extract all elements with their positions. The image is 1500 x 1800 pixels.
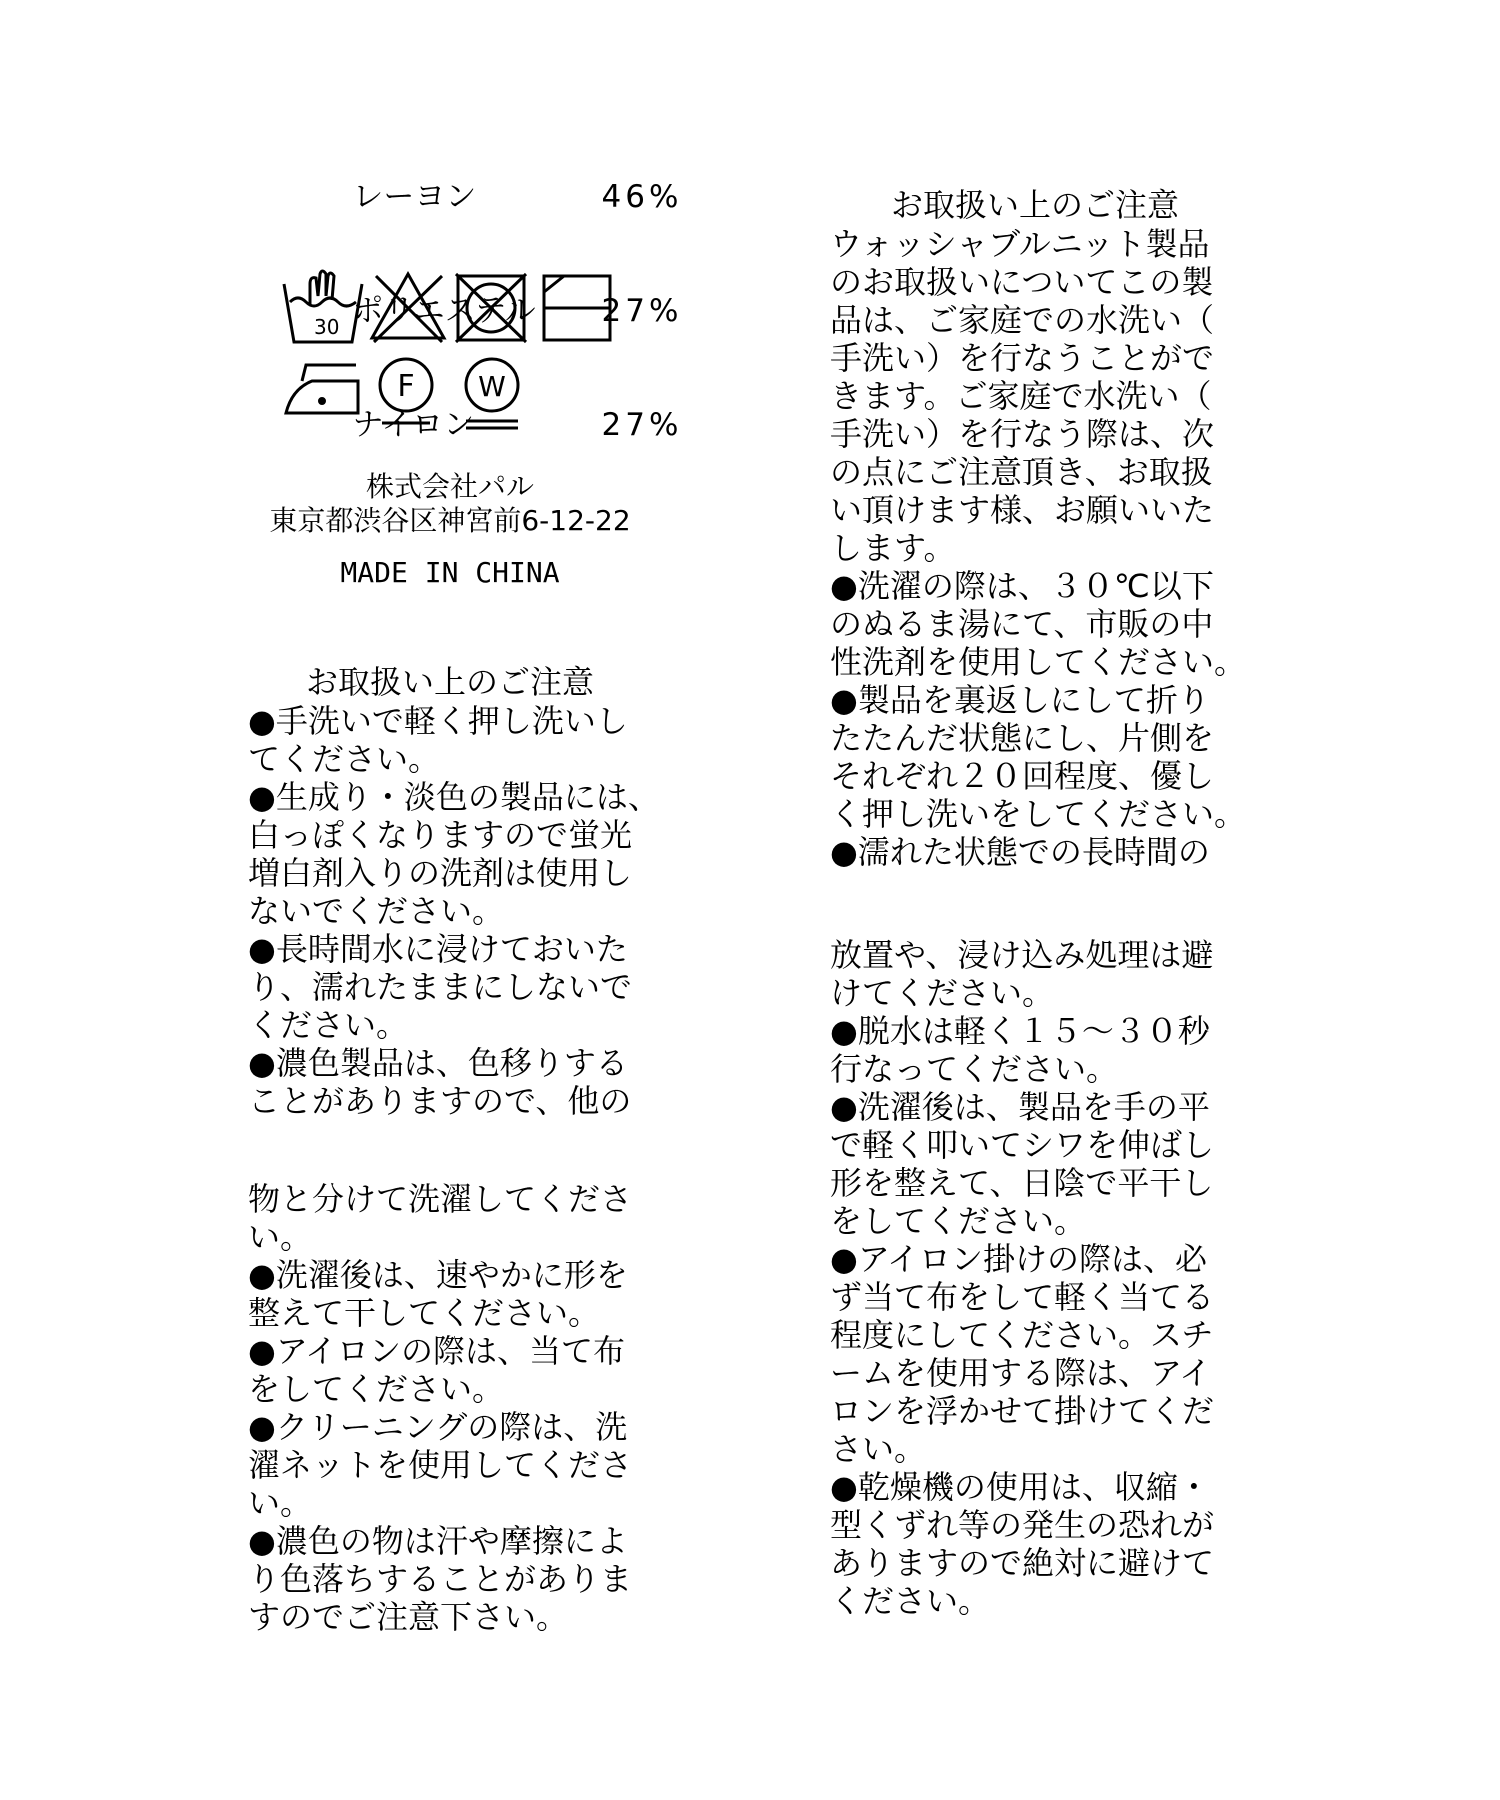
care-text-line: ●アイロンの際は、当て布 [248,1332,626,1370]
iron-low-icon [286,365,358,413]
care-text-line: の点にご注意頂き、お取扱 [830,453,1213,491]
care-text-line: ロンを浮かせて掛けてくだ [830,1392,1215,1430]
care-text-line: り色落ちすることがありま [248,1560,633,1598]
care-text-line: それぞれ２０回程度、優し [830,757,1215,795]
no-tumble-dry-icon [456,274,526,342]
care-text-line: ●濃色の物は汗や摩擦によ [248,1522,628,1560]
care-text-line: い頂けます様、お願いいた [830,491,1215,529]
care-text-line: たたんだ状態にし、片側を [830,719,1215,757]
svg-text:30: 30 [314,315,340,339]
care-text-line: ありますので絶対に避けて [830,1544,1215,1582]
care-text-line: ●洗濯後は、製品を手の平 [830,1088,1210,1126]
care-text-line: ウォッシャブルニット製品 [830,225,1210,263]
care-text-line: ●製品を裏返しにして折り [830,681,1210,719]
care-text-line: ください。 [248,1006,409,1044]
care-text-line: をしてください。 [830,1202,1087,1240]
dry-clean-f-icon [380,359,432,423]
country-of-origin: MADE IN CHINA [340,556,560,589]
care-text-line: ●生成り・淡色の製品には、 [248,778,660,816]
care-text-line: ームを使用する際は、アイ [830,1354,1212,1392]
material-name: ナイロン [352,407,475,443]
right-care-block-2 [830,936,1390,1620]
right-care-title: お取扱い上のご注意 [890,186,1179,224]
left-care-title: お取扱い上のご注意 [305,663,594,701]
care-symbols-row-1 [280,270,620,350]
wet-clean-w-icon [466,359,518,428]
care-text-line: 整えて干してください。 [248,1294,601,1332]
care-text-line: ●洗濯後は、速やかに形を [248,1256,628,1294]
material-percent: 46% [601,179,683,215]
care-text-line: ●濡れた状態での長時間の [830,833,1210,871]
left-care-block-2 [248,1180,808,1636]
left-care-block-1 [248,702,808,1120]
care-text-line: で軽く叩いてシワを伸ばし [830,1126,1215,1164]
right-care-block-1 [830,225,1390,871]
svg-text:F: F [397,369,415,404]
care-text-line: 白っぽくなりますので蛍光 [248,816,633,854]
care-text-line: 増白剤入りの洗剤は使用し [248,854,633,892]
care-text-line: 程度にしてください。スチ [830,1316,1214,1354]
material-name: レーヨン [352,179,477,215]
care-text-line: ください。 [830,1582,991,1620]
care-text-line: ●洗濯の際は、３０℃以下 [830,567,1214,605]
care-text-line: ず当て布をして軽く当てる [830,1278,1215,1316]
material-percent: 27% [601,293,683,329]
hand-wash-30-icon [284,271,362,342]
care-text-line: ●長時間水に浸けておいた [248,930,628,968]
care-text-line: い。 [248,1484,313,1522]
care-text-line: さい。 [830,1430,927,1468]
care-text-line: 性洗剤を使用してください。 [830,643,1247,681]
care-text-line: します。 [830,529,956,567]
care-text-line: ●脱水は軽く１５～３０秒 [830,1012,1210,1050]
care-text-line: 形を整えて、日陰で平干し [830,1164,1214,1202]
care-text-line: をしてください。 [248,1370,505,1408]
care-text-line: 品は、ご家庭での水洗い（ [830,301,1215,339]
no-bleach-icon [372,274,444,342]
care-text-line: ●濃色製品は、色移りする [248,1044,628,1082]
care-text-line: 放置や、浸け込み処理は避 [830,936,1214,974]
care-text-line: 手洗い）を行なう際は、次 [830,415,1215,453]
care-text-line: きます。ご家庭で水洗い（ [830,377,1212,415]
care-text-line: ないでください。 [248,892,505,930]
care-text-line: ●アイロン掛けの際は、必 [830,1240,1208,1278]
care-text-line: すのでご注意下さい。 [248,1598,569,1636]
care-text-line: ●手洗いで軽く押し洗いし [248,702,628,740]
care-symbols-row-2 [282,355,542,435]
care-text-line: ことがありますので、他の [248,1082,632,1120]
care-text-line: のぬるま湯にて、市販の中 [830,605,1214,643]
line-dry-shade-icon [544,276,610,340]
care-text-line: けてください。 [830,974,1055,1012]
care-text-line: 濯ネットを使用してくださ [248,1446,633,1484]
company-name: 株式会社パル [365,470,534,503]
care-text-line: 型くずれ等の発生の恐れが [830,1506,1215,1544]
care-text-line: 行なってください。 [830,1050,1119,1088]
company-address: 東京都渋谷区神宮前6-12-22 [269,504,631,537]
care-text-line: 物と分けて洗濯してくださ [248,1180,633,1218]
care-text-line: のお取扱いについてこの製 [830,263,1214,301]
care-text-line: い。 [248,1218,313,1256]
svg-text:W: W [478,370,506,403]
care-text-line: り、濡れたままにしないで [248,968,633,1006]
care-text-line: ●乾燥機の使用は、収縮・ [830,1468,1210,1506]
care-text-line: ●クリーニングの際は、洗 [248,1408,628,1446]
care-text-line: 手洗い）を行なうことがで [830,339,1215,377]
care-text-line: く押し洗いをしてください。 [830,795,1247,833]
material-percent: 27% [601,407,683,443]
care-text-line: てください。 [248,740,441,778]
composition-row [313,140,682,254]
material-name: ポリエステル [352,293,536,329]
